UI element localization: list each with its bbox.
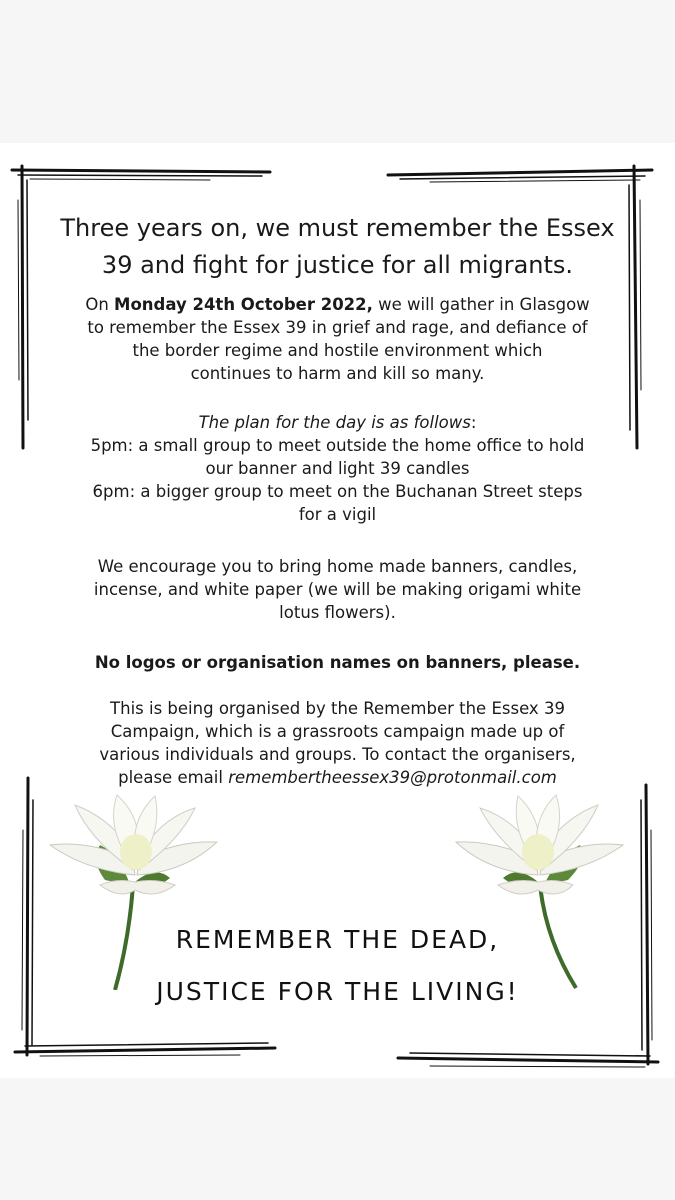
organisers-line-3: various individuals and groups. To contact the organisers,	[99, 745, 576, 764]
plan-item-1-line-1: 5pm: a small group to meet outside the home office to hold	[90, 436, 585, 455]
organisers-paragraph	[40, 697, 635, 789]
plan-item-1-line-2: our banner and light 39 candles	[205, 459, 470, 478]
intro-line-2: to remember the Essex 39 in grief and rage, and defiance of	[87, 318, 588, 337]
contact-email-link[interactable]: remembertheessex39@protonmail.com	[228, 768, 557, 787]
event-date: Monday 24th October 2022,	[114, 295, 373, 314]
plan-heading: The plan for the day is as follows	[198, 413, 471, 432]
bring-line-3: lotus flowers).	[279, 603, 396, 622]
intro-line-4: continues to harm and kill so many.	[190, 364, 485, 383]
headline	[40, 210, 635, 284]
intro-line-3: the border regime and hostile environment which	[132, 341, 543, 360]
headline-line-1: Three years on, we must remember the Essex	[60, 214, 615, 242]
plan-paragraph	[40, 411, 635, 526]
slogan-line-2: JUSTICE FOR THE LIVING!	[156, 977, 519, 1006]
plan-item-2-line-1: 6pm: a bigger group to meet on the Buchanan Street steps	[92, 482, 583, 501]
bring-line-2: incense, and white paper (we will be making origami white	[93, 580, 582, 599]
logos-notice: No logos or organisation names on banners, please.	[94, 653, 581, 672]
slogan-line-1: REMEMBER THE DEAD,	[175, 925, 500, 954]
intro-paragraph	[40, 293, 635, 385]
intro-lead: On	[85, 295, 115, 314]
bring-paragraph	[40, 555, 635, 624]
bring-line-1: We encourage you to bring home made banners, candles,	[97, 557, 578, 576]
headline-line-2: 39 and fight for justice for all migrants.	[101, 251, 574, 279]
intro-line-1-rest: we will gather in Glasgow	[372, 295, 590, 314]
organisers-line-2: Campaign, which is a grassroots campaign made up of	[110, 722, 565, 741]
organisers-line-4-lead: please email	[118, 768, 229, 787]
slogan	[100, 914, 575, 1018]
plan-heading-colon: :	[470, 413, 477, 432]
organisers-line-1: This is being organised by the Remember the Essex 39	[110, 699, 565, 718]
plan-item-2-line-2: for a vigil	[298, 505, 377, 524]
